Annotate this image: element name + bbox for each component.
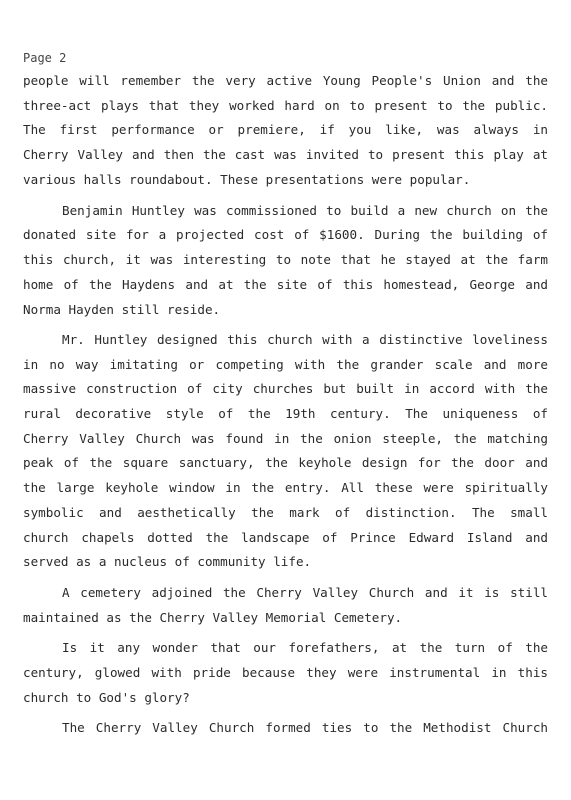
page-number: Page 2 [23,51,67,65]
text-line: Cherry Valley Church was found in the onion steeple, the matching [23,431,548,446]
text-line: massive construction of city churches but built in accord with the [23,381,548,396]
text-line: symbolic and aesthetically the mark of distinction. The small [23,505,548,520]
text-line: church chapels dotted the landscape of Prince Edward Island and [23,530,548,545]
text-line: donated site for a projected cost of $1600. During the building of [23,227,548,242]
text-line: three-act plays that they worked hard on to present to the public. [23,98,548,113]
text-line: The first performance or premiere, if you like, was always in [23,122,548,137]
text-line: century, glowed with pride because they were instrumental in this [23,665,548,680]
text-line: the large keyhole window in the entry. All these were spiritually [23,480,548,495]
text-line: Norma Hayden still reside. [23,302,221,317]
text-line: A cemetery adjoined the Cherry Valley Church and it is still [62,585,548,600]
text-line: peak of the square sanctuary, the keyhole design for the door and [23,455,548,470]
text-line: home of the Haydens and at the site of this homestead, George and [23,277,548,292]
text-line: Cherry Valley and then the cast was invited to present this play at [23,147,548,162]
text-line: this church, it was interesting to note that he stayed at the farm [23,252,548,267]
text-line: in no way imitating or competing with the grander scale and more [23,357,548,372]
text-line: The Cherry Valley Church formed ties to the Methodist Church [62,720,548,735]
text-line: maintained as the Cherry Valley Memorial Cemetery. [23,610,403,625]
text-line: church to God's glory? [23,690,190,705]
text-line: Is it any wonder that our forefathers, at the turn of the [62,640,548,655]
text-line: Mr. Huntley designed this church with a distinctive loveliness [62,332,548,347]
text-line: various halls roundabout. These presentations were popular. [23,172,471,187]
text-line: rural decorative style of the 19th century. The uniqueness of [23,406,548,421]
text-line: Benjamin Huntley was commissioned to build a new church on the [62,203,548,218]
text-line: people will remember the very active Young People's Union and the [23,73,548,88]
text-line: served as a nucleus of community life. [23,554,312,569]
